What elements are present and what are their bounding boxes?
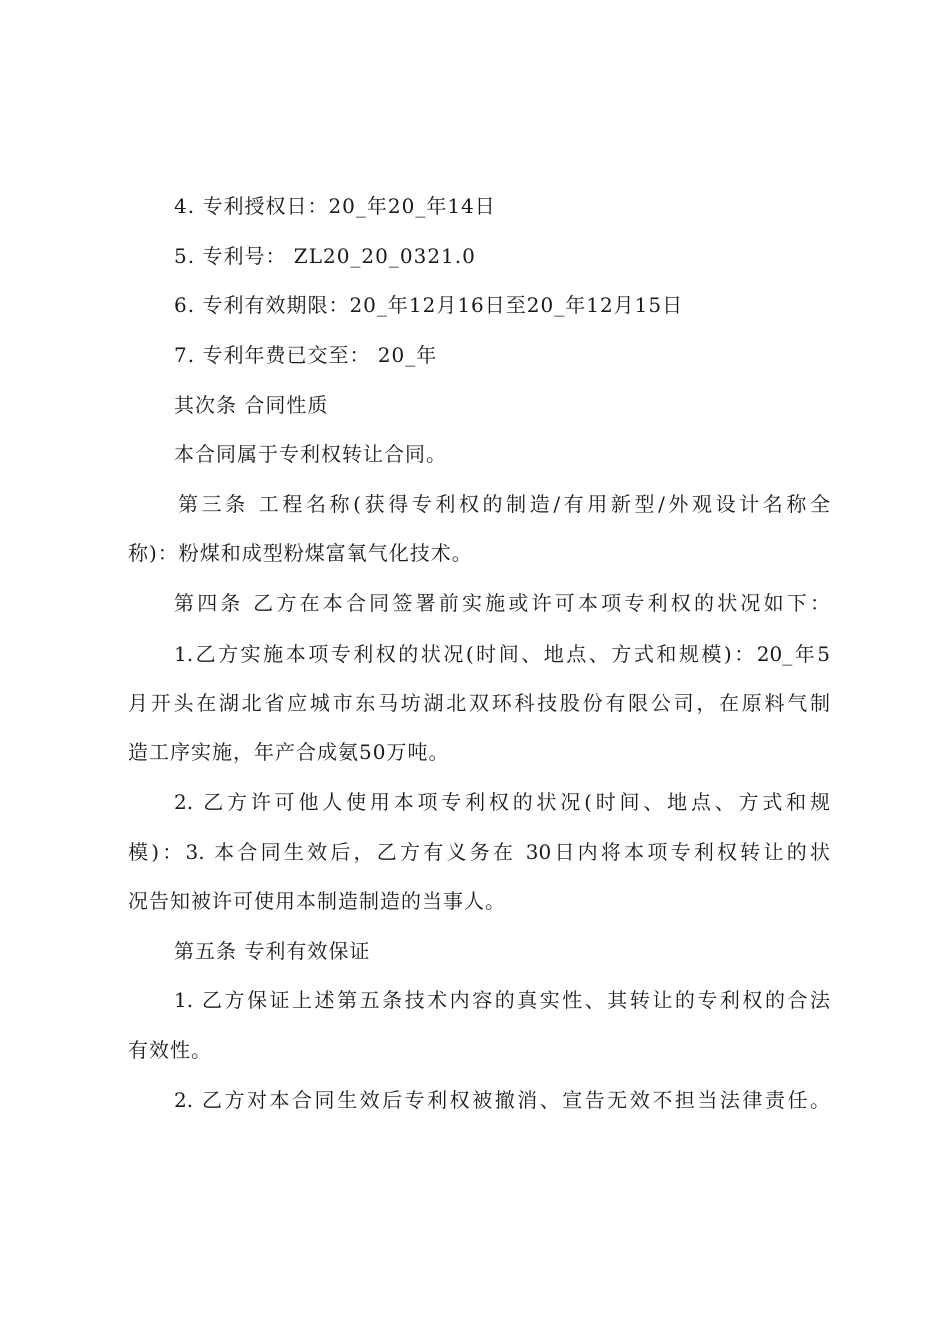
article-5-p2-line-1: 2. 乙方对本合同生效后专利权被撤消、宣告无效不担当法律责任。	[174, 1088, 830, 1112]
item-4-grant-date: 4. 专利授权日：20_年20_年14日	[174, 194, 496, 218]
article-5-p1-line-2: 有效性。	[128, 1038, 212, 1062]
article-3-line-1: 第三条 工程名称(获得专利权的制造/有用新型/外观设计名称全	[178, 492, 830, 516]
article-4-p1-line-2: 月开头在湖北省应城市东马坊湖北双环科技股份有限公司，在原料气制	[128, 691, 830, 715]
article-2-body: 本合同属于专利权转让合同。	[174, 442, 447, 466]
article-4-p2-line-2: 模)：3. 本合同生效后，乙方有义务在 30日内将本项专利权转让的状	[128, 840, 830, 864]
article-5-p1-line-1: 1. 乙方保证上述第五条技术内容的真实性、其转让的专利权的合法	[174, 988, 830, 1012]
article-3-line-2: 称)：粉煤和成型粉煤富氧气化技术。	[128, 541, 473, 565]
item-6-validity-period: 6. 专利有效期限：20_年12月16日至20_年12月15日	[174, 293, 684, 317]
item-5-patent-number: 5. 专利号： ZL20_20_0321.0	[174, 244, 476, 268]
article-4-p1-line-3: 造工序实施，年产合成氨50万吨。	[128, 740, 450, 764]
article-5-heading: 第五条 专利有效保证	[174, 939, 371, 963]
article-2-heading: 其次条 合同性质	[174, 393, 329, 417]
article-4-p2-line-3: 况告知被许可使用本制造制造的当事人。	[128, 889, 506, 913]
article-4-p1-line-1: 1.乙方实施本项专利权的状况(时间、地点、方式和规模)：20_年5	[174, 642, 830, 666]
article-4-p2-line-1: 2. 乙方许可他人使用本项专利权的状况(时间、地点、方式和规	[174, 790, 830, 814]
article-4-heading: 第四条 乙方在本合同签署前实施或许可本项专利权的状况如下：	[174, 591, 830, 615]
item-7-annual-fee: 7. 专利年费已交至： 20_年	[174, 343, 438, 367]
